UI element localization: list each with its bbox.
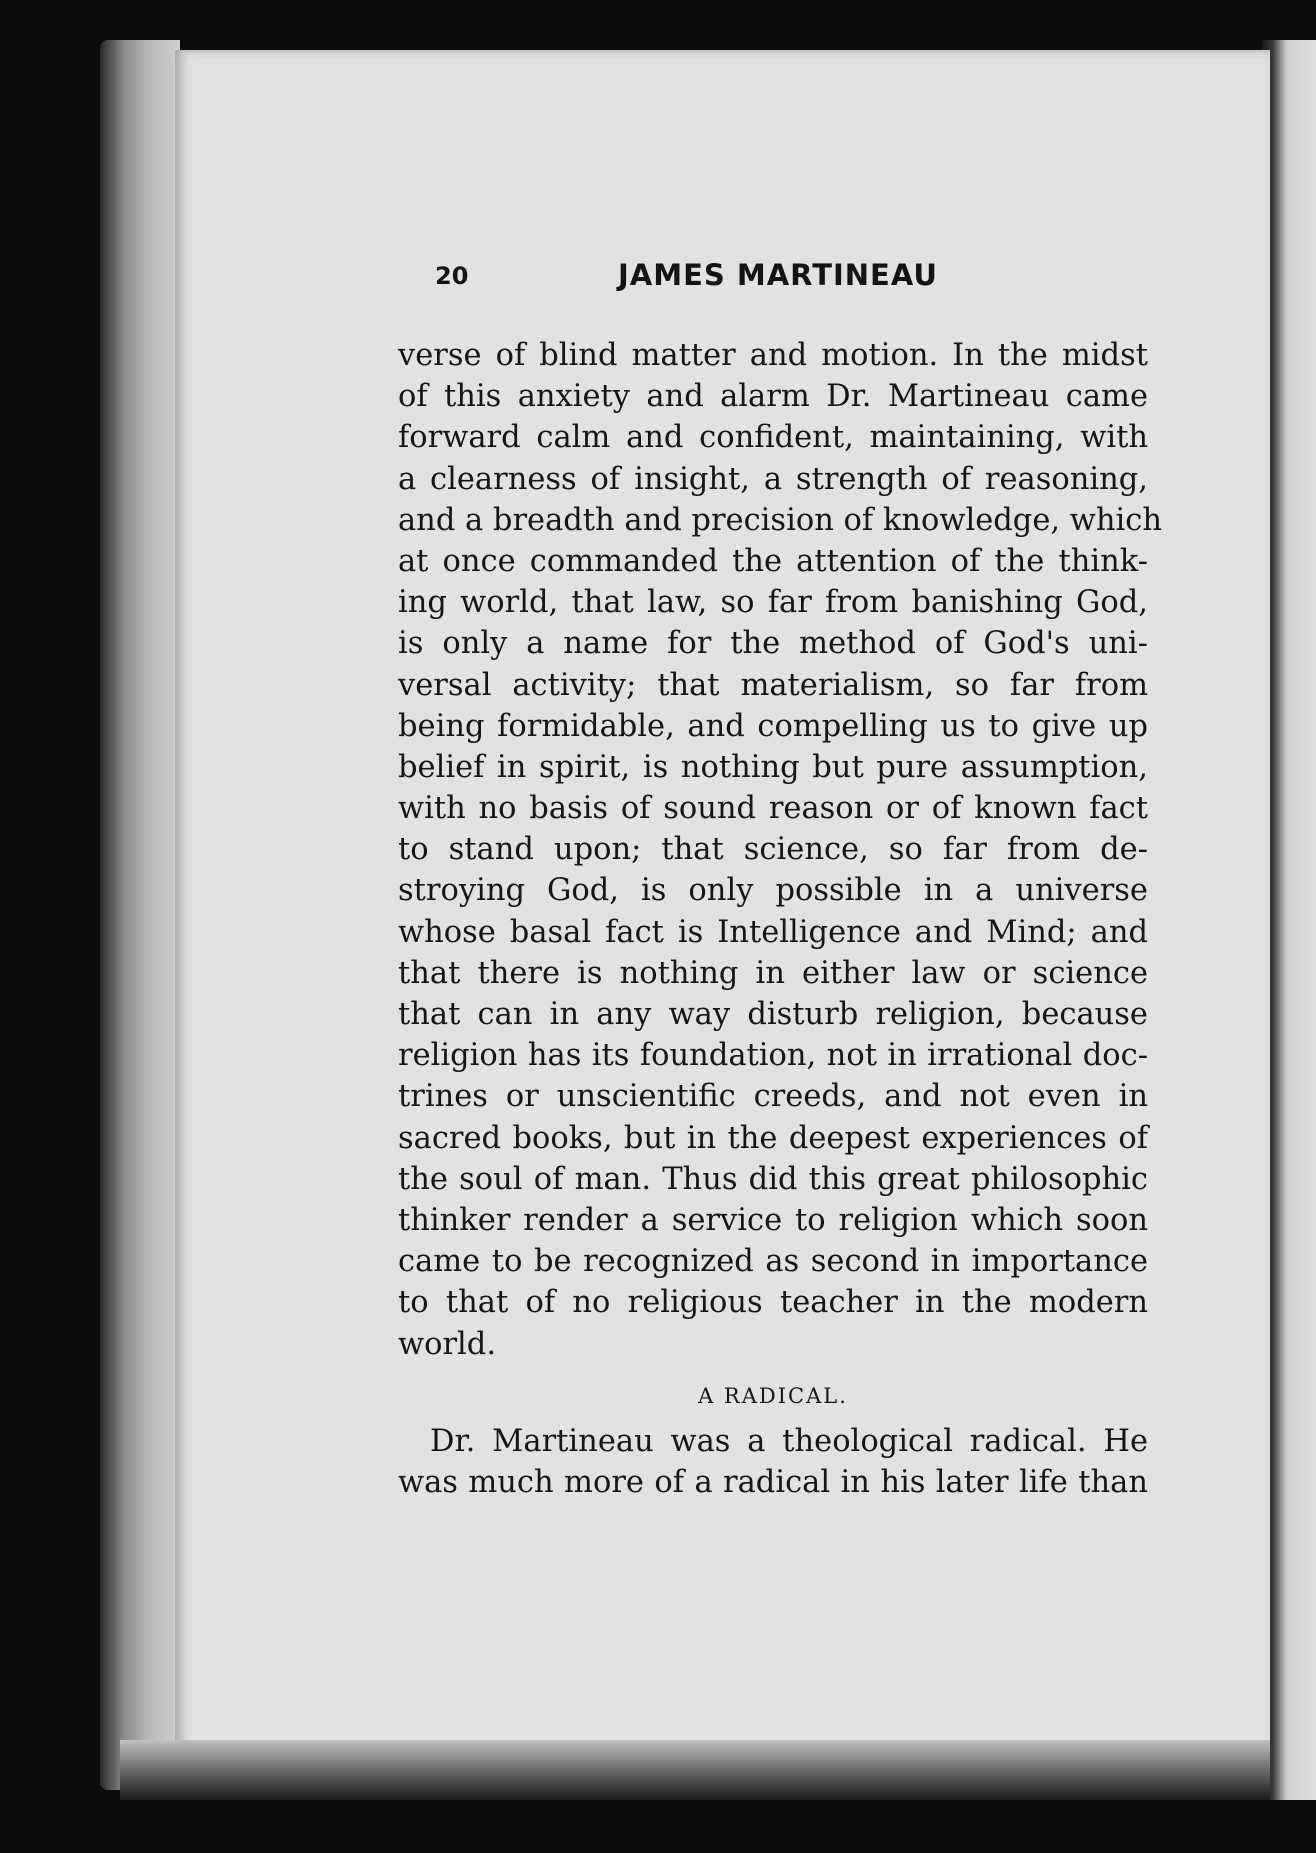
text-line: versal activity; that materialism, so far from bbox=[398, 667, 1148, 703]
text-line: that there is nothing in either law or science bbox=[398, 955, 1148, 991]
text-line: with no basis of sound reason or of known fact bbox=[398, 791, 1148, 827]
text-line: verse of blind matter and motion. In the midst bbox=[398, 338, 1148, 373]
text-line: world. bbox=[398, 1326, 497, 1362]
facing-page-edge bbox=[1262, 40, 1316, 1800]
text-line: being formidable, and compelling us to give up bbox=[398, 708, 1148, 744]
running-title: JAMES MARTINEAU bbox=[618, 258, 938, 292]
page-header bbox=[435, 258, 1155, 298]
paragraph-2 bbox=[398, 1421, 1148, 1503]
text-line: and a breadth and precision of knowledge, which bbox=[398, 502, 1162, 538]
text-line: of this anxiety and alarm Dr. Martineau came bbox=[398, 379, 1148, 415]
text-line: whose basal fact is Intelligence and Mind; and bbox=[398, 914, 1148, 950]
text-line: a clearness of insight, a strength of reasoning, bbox=[398, 461, 1148, 497]
body-text bbox=[398, 335, 1162, 1503]
text-line: trines or unscientific creeds, and not even in bbox=[398, 1079, 1148, 1115]
text-line: is only a name for the method of God's uni- bbox=[398, 626, 1148, 662]
page-number: 20 bbox=[435, 262, 469, 290]
text-line: at once commanded the attention of the think- bbox=[398, 543, 1148, 579]
text-line: was much more of a radical in his later life than bbox=[398, 1464, 1148, 1500]
text-line: that can in any way disturb religion, because bbox=[398, 997, 1148, 1032]
text-line: thinker render a service to religion which soon bbox=[398, 1202, 1148, 1238]
text-line: the soul of man. Thus did this great philosophic bbox=[398, 1161, 1148, 1197]
text-line: forward calm and confident, maintaining, with bbox=[398, 420, 1148, 456]
text-line: religion has its foundation, not in irrational doc- bbox=[398, 1038, 1148, 1074]
text-line: ing world, that law, so far from banishing God, bbox=[398, 585, 1148, 621]
section-heading: A RADICAL. bbox=[698, 1383, 848, 1408]
text-line: to that of no religious teacher in the modern bbox=[398, 1285, 1148, 1321]
text-line: to stand upon; that science, so far from de- bbox=[398, 832, 1148, 868]
text-line: stroying God, is only possible in a universe bbox=[398, 873, 1148, 909]
text-line: sacred books, but in the deepest experiences of bbox=[398, 1120, 1148, 1156]
text-line: belief in spirit, is nothing but pure assumption, bbox=[398, 749, 1148, 785]
paragraph-1 bbox=[398, 335, 1162, 1365]
text-line: came to be recognized as second in importance bbox=[398, 1244, 1148, 1280]
book-left-edge bbox=[100, 40, 180, 1790]
book-bottom-edge bbox=[120, 1740, 1270, 1800]
text-line: Dr. Martineau was a theological radical. He bbox=[430, 1423, 1148, 1459]
